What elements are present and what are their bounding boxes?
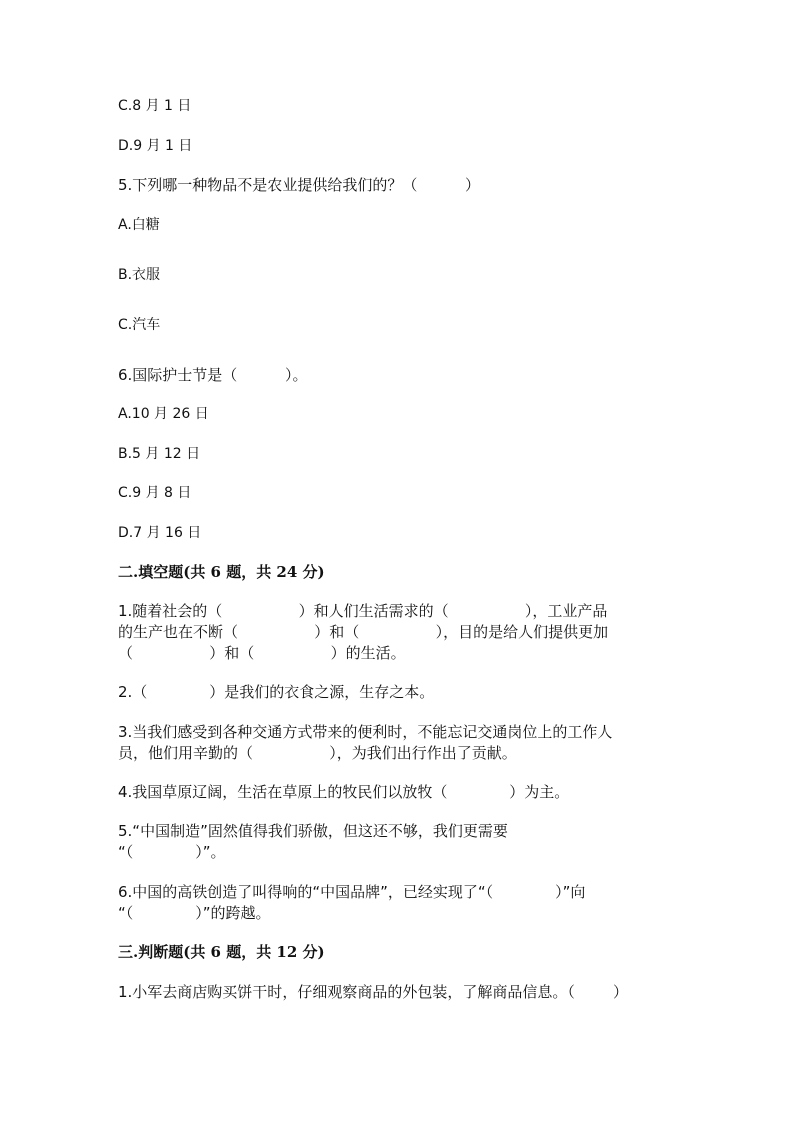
fill-q3-line-2: 员，他们用辛勤的（ ），为我们出行作出了贡献。	[118, 744, 517, 762]
fill-q3-line-1: 3.当我们感受到各种交通方式带来的便利时，不能忘记交通岗位上的工作人	[118, 723, 613, 741]
question-5-stem: 5.下列哪一种物品不是农业提供给我们的？（ ）	[118, 176, 480, 194]
fill-q5-line-1: 5.“中国制造”固然值得我们骄傲，但这还不够，我们更需要	[118, 822, 508, 840]
option-q5-a: A.白糖	[118, 217, 160, 233]
option-q6-b: B.5 月 12 日	[118, 446, 201, 462]
fill-q1-line-3: （ ）和（ ）的生活。	[118, 644, 406, 662]
option-q4-c: C.8 月 1 日	[118, 98, 192, 114]
fill-q6-line-1: 6.中国的高铁创造了叫得响的“中国品牌”，已经实现了“（ ）”向	[118, 883, 586, 901]
question-6-stem: 6.国际护士节是（ ）。	[118, 366, 308, 384]
option-q6-a: A.10 月 26 日	[118, 406, 209, 422]
section-heading-judge: 三.判断题(共 6 题，共 12 分)	[118, 943, 325, 961]
option-q5-c: C.汽车	[118, 317, 161, 333]
fill-q5-line-2: “（ ）”。	[118, 843, 226, 861]
section-heading-fill-in: 二.填空题(共 6 题，共 24 分)	[118, 563, 325, 581]
fill-q4: 4.我国草原辽阔，生活在草原上的牧民们以放牧（ ）为主。	[118, 783, 570, 801]
fill-q2: 2.（ ）是我们的衣食之源，生存之本。	[118, 683, 435, 701]
fill-q1-line-2: 的生产也在不断（ ）和（ ），目的是给人们提供更加	[118, 623, 609, 641]
option-q6-d: D.7 月 16 日	[118, 525, 202, 541]
option-q6-c: C.9 月 8 日	[118, 485, 192, 501]
option-q5-b: B.衣服	[118, 267, 161, 283]
option-q4-d: D.9 月 1 日	[118, 138, 193, 154]
judge-q1: 1.小军去商店购买饼干时，仔细观察商品的外包装，了解商品信息。（ ）	[118, 983, 628, 1001]
fill-q1-line-1: 1.随着社会的（ ）和人们生活需求的（ ），工业产品	[118, 602, 608, 620]
fill-q6-line-2: “（ ）”的跨越。	[118, 904, 271, 922]
